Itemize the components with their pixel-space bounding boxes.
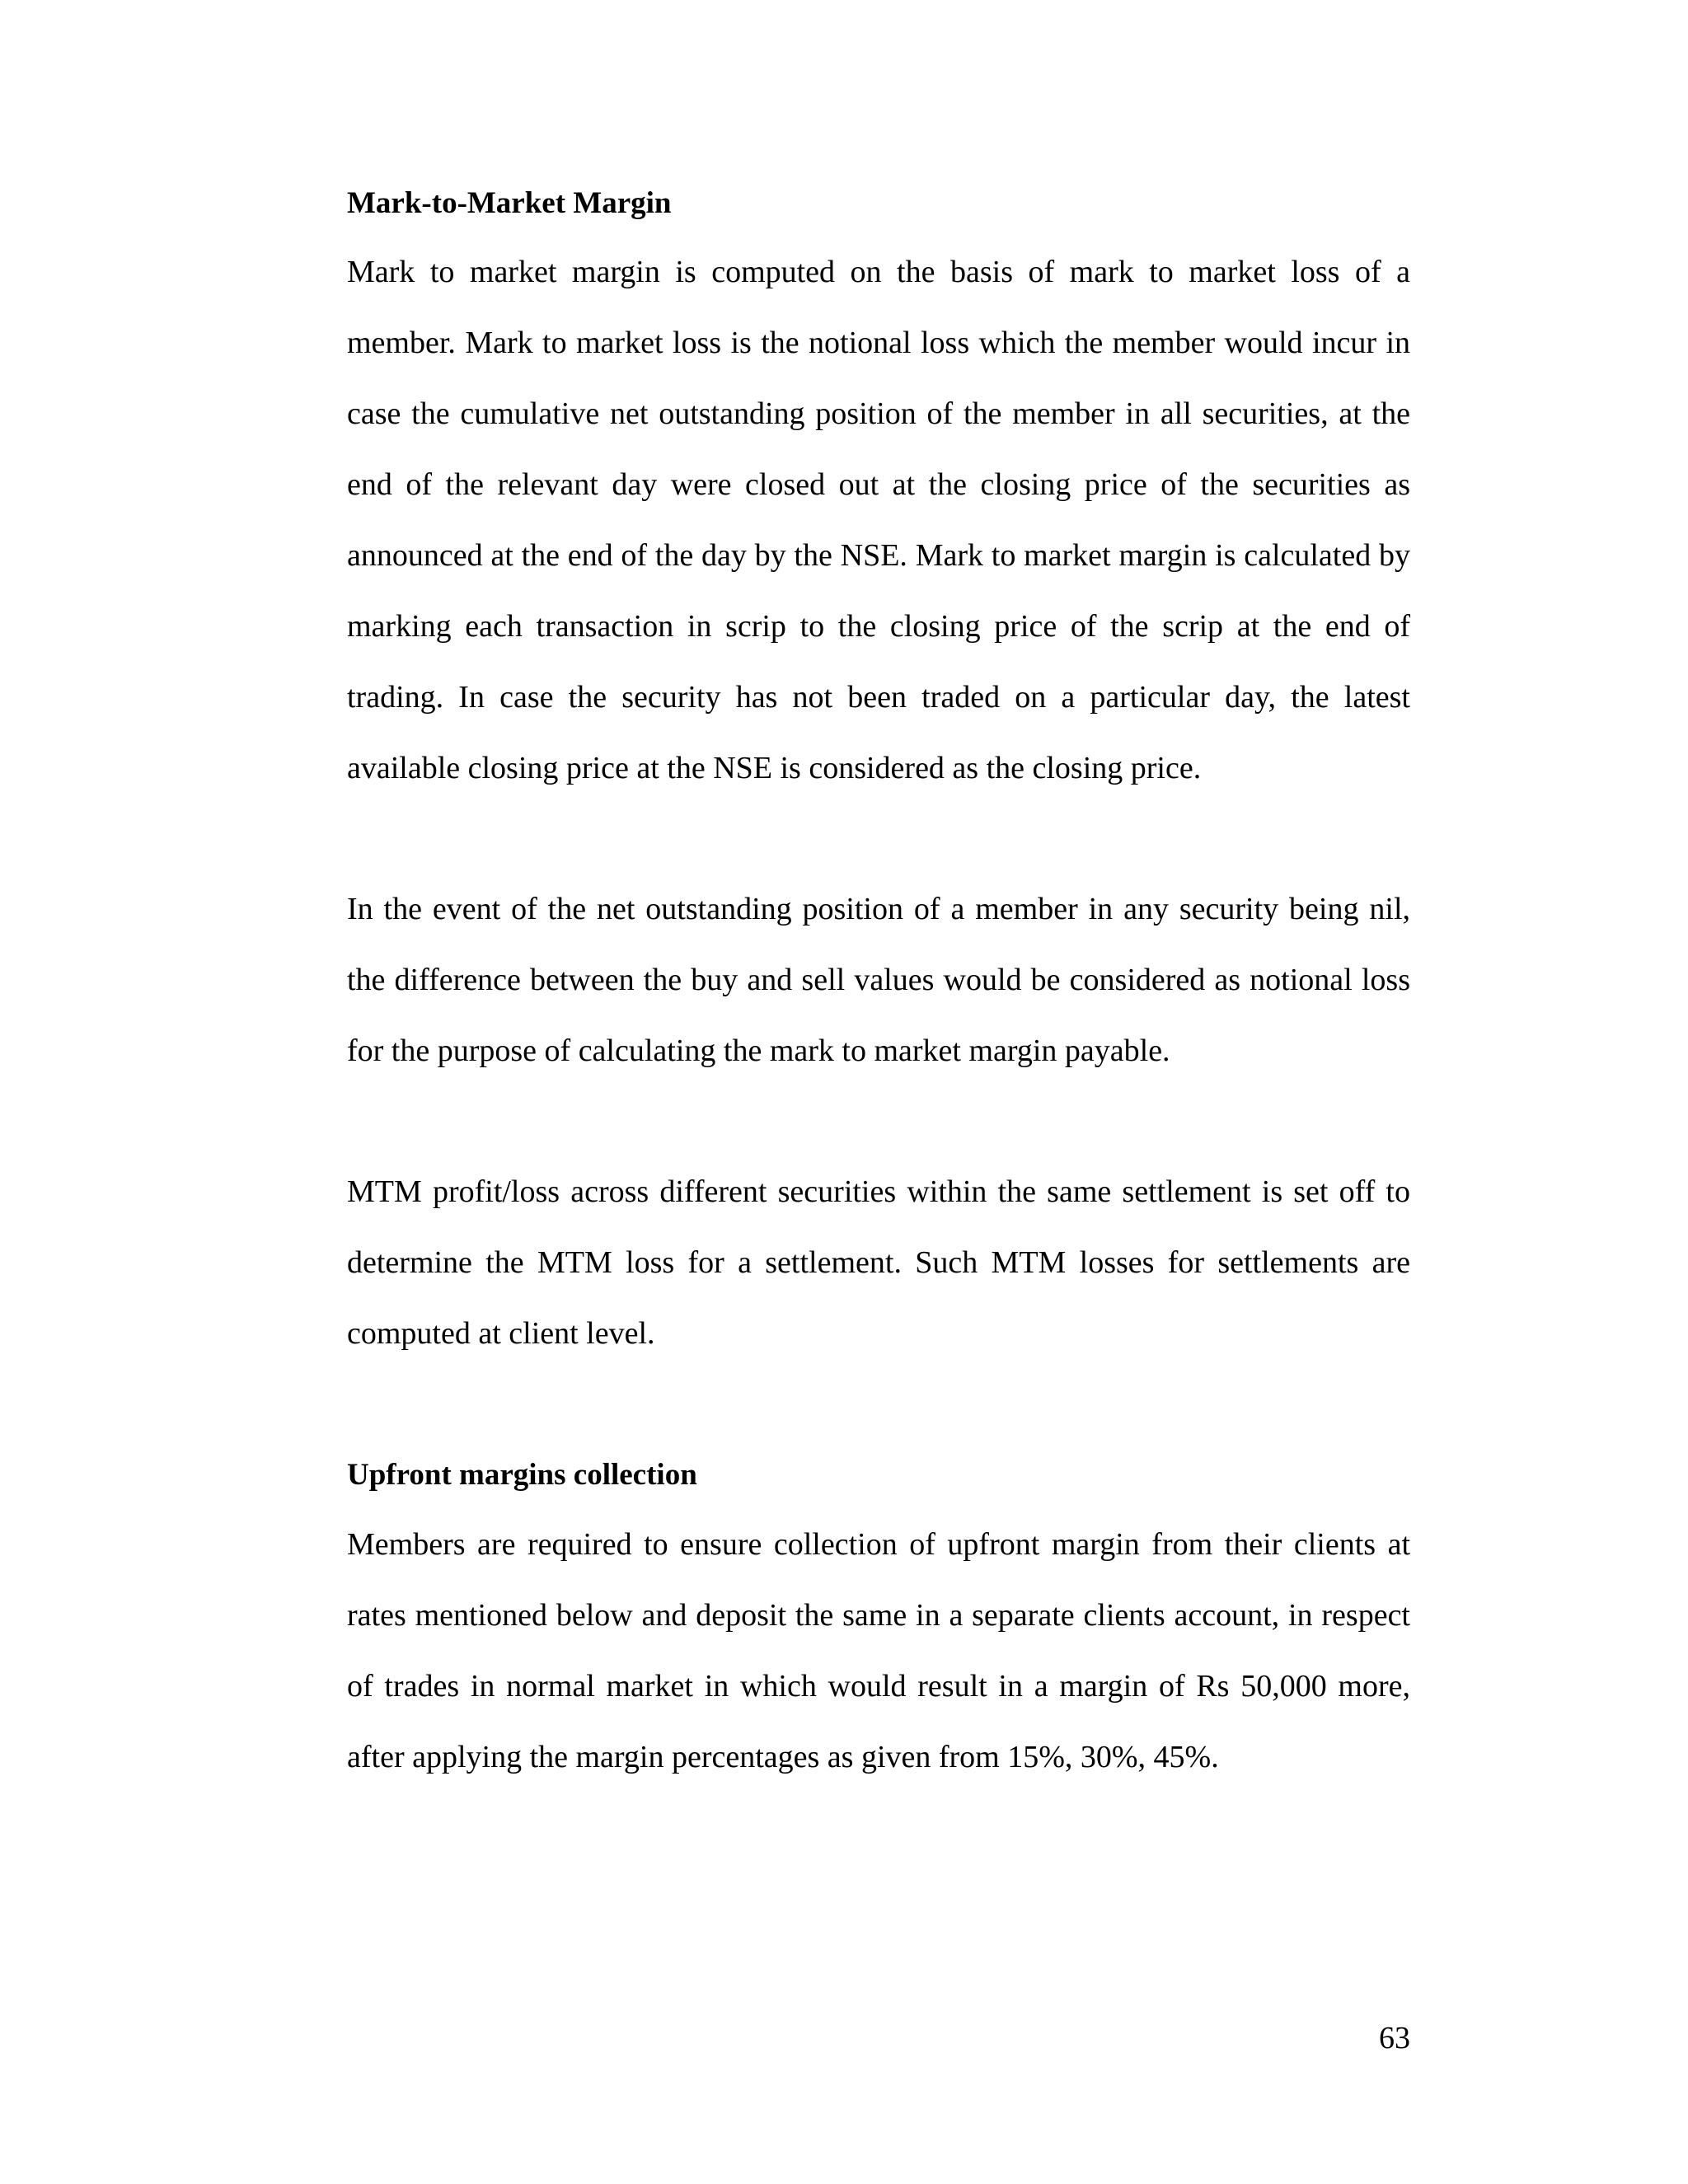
section-heading-mark-to-market: Mark-to-Market Margin	[347, 186, 672, 220]
page-number: 63	[1379, 2021, 1410, 2055]
paragraph-mtm-definition: Mark to market margin is computed on the basis of mark to market loss of a member. Mark to market loss is the notional loss which the member would incur in case the cumulative net outstanding position of the member in all securities, at the end of the relevant day were closed out at the closing price of the securities as announced at the end of the day by the NSE. Mark to market margin is calculated by marking each transaction in scrip to the closing price of the scrip at the end of trading. In case the security has not been traded on a particular day, the latest available closing price at the NSE is considered as the closing price.	[347, 255, 1410, 785]
paragraph-upfront-margins: Members are required to ensure collection of upfront margin from their clients at rates mentioned below and deposit the same in a separate clients account, in respect of trades in normal market in which would result in a margin of Rs 50,000 more, after applying the margin percentages as given from 15%, 30%, 45%.	[347, 1527, 1410, 1774]
section-heading-upfront-margins: Upfront margins collection	[347, 1458, 697, 1492]
paragraph-nil-position: In the event of the net outstanding position of a member in any security being nil, the difference between the buy and sell values would be considered as notional loss for the purpose of calculating the mark to market margin payable.	[347, 892, 1410, 1068]
paragraph-mtm-setoff: MTM profit/loss across different securities within the same settlement is set off to determine the MTM loss for a settlement. Such MTM losses for settlements are computed at client level.	[347, 1174, 1410, 1351]
